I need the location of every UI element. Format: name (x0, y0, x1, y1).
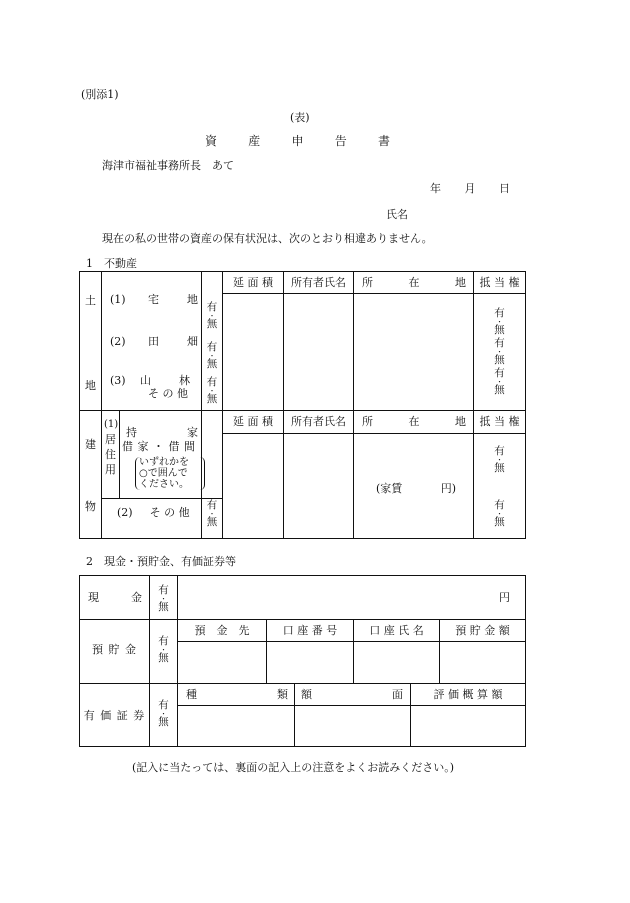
security-type-cell[interactable] (178, 706, 294, 746)
face-value-header: 額 面 (301, 688, 403, 701)
date-line (430, 180, 510, 196)
title-char: 産 (248, 134, 261, 148)
securities-yes-no[interactable]: 有 ・ 無 (158, 699, 169, 728)
land-item-field (110, 335, 198, 348)
title-char: 告 (334, 134, 347, 148)
building-floor-area-cell[interactable] (223, 434, 283, 538)
land-location-cell[interactable] (354, 294, 473, 410)
item-number: (3) (110, 374, 126, 387)
account-holder-cell[interactable] (354, 642, 439, 683)
building-owner-cell[interactable] (284, 434, 353, 538)
day-label: 日 (499, 182, 510, 195)
title-char: 書 (377, 134, 390, 148)
cash-amount-field[interactable] (178, 576, 525, 619)
account-holder-header: 口 座 氏 名 (369, 624, 424, 637)
land-item-residential (110, 293, 198, 306)
year-label: 年 (430, 182, 441, 195)
side-label: (表) (290, 111, 310, 124)
real-estate-table (79, 271, 526, 539)
land-forest-yes-no[interactable]: 有 ・ 無 (206, 376, 218, 405)
building-mortgage-yes-no-2[interactable]: 有 ・ 無 (494, 499, 505, 528)
land-owner-cell[interactable] (284, 294, 353, 410)
land-location-header: 所 在 地 (362, 276, 466, 289)
own-house-option[interactable]: 持 家 (126, 426, 198, 439)
cash-label: 現 金 (88, 591, 142, 604)
deposit-amount-header: 預 貯 金 額 (455, 624, 510, 637)
land-label-top: 土 (85, 294, 96, 307)
item-name-char: 林 (179, 374, 190, 387)
face-value-cell[interactable] (295, 706, 410, 746)
item-number: (2) (110, 335, 126, 348)
month-label: 月 (464, 182, 476, 195)
building-other-yes-no[interactable]: 有 ・ 無 (206, 499, 218, 528)
building-location-header: 所 在 地 (362, 415, 466, 428)
addressee: 海津市福祉事務所長 あて (102, 159, 234, 172)
financial-table (79, 575, 526, 747)
security-type-header: 種 類 (186, 688, 288, 701)
land-item-other: そ の 他 (148, 387, 188, 400)
land-floor-area-cell[interactable] (223, 294, 283, 410)
item-name-char: 宅 (148, 293, 159, 306)
account-number-cell[interactable] (267, 642, 353, 683)
land-floor-area-header: 延 面 積 (233, 276, 273, 289)
item-name-char: 畑 (187, 335, 198, 348)
yen-unit: 円 (499, 591, 510, 604)
note-line: ください。 (139, 479, 189, 490)
land-mortgage-yes-no-2[interactable]: 有 ・ 無 (494, 337, 505, 366)
statement-text: 現在の私の世帯の資産の保有状況は、次のとおり相違ありません。 (102, 232, 433, 245)
valuation-cell[interactable] (411, 706, 525, 746)
building-label-bottom: 物 (85, 500, 96, 513)
item-name-char: 田 (148, 335, 159, 348)
circle-choice-note (135, 457, 205, 490)
building-other-item: (2) そ の 他 (117, 506, 190, 519)
section-real-estate-title: 1 不動産 (86, 257, 137, 270)
land-label-bottom: 地 (85, 379, 96, 392)
page-title (205, 132, 390, 149)
building-mortgage-header: 抵 当 権 (479, 415, 520, 428)
footer-note: (記入に当たっては、裏面の記入上の注意をよくお読みください。) (132, 761, 455, 774)
land-field-yes-no[interactable]: 有 ・ 無 (206, 341, 218, 370)
building-floor-area-header: 延 面 積 (233, 415, 273, 428)
deposits-yes-no[interactable]: 有 ・ 無 (158, 635, 169, 664)
building-mortgage-yes-no-1[interactable]: 有 ・ 無 (494, 445, 505, 474)
attachment-label: (別添1) (81, 88, 119, 101)
item-number: (1) (110, 293, 126, 306)
deposit-amount-cell[interactable] (440, 642, 525, 683)
note-line: いずれかを (139, 457, 189, 468)
land-residential-yes-no[interactable]: 有 ・ 無 (206, 301, 218, 330)
cash-yes-no[interactable]: 有 ・ 無 (158, 584, 169, 613)
land-item-forest (110, 374, 190, 387)
land-mortgage-yes-no-3[interactable]: 有 ・ 無 (494, 367, 505, 396)
land-owner-header: 所有者氏名 (291, 276, 346, 289)
item-name-char: 山 (140, 374, 151, 387)
building-label-top: 建 (85, 438, 96, 451)
note-line: ○で囲んで (139, 468, 188, 479)
land-mortgage-yes-no-1[interactable]: 有 ・ 無 (494, 307, 505, 336)
building-owner-header: 所有者氏名 (291, 415, 346, 428)
title-char: 申 (291, 134, 304, 148)
deposits-label: 預 貯 金 (92, 643, 137, 656)
land-mortgage-header: 抵 当 権 (479, 276, 520, 289)
bank-name-header: 預 金 先 (194, 624, 250, 637)
item-name-char: 地 (187, 293, 198, 306)
residence-number: (1) (104, 419, 119, 430)
residence-label: 居 住 用 (105, 433, 116, 476)
rent-amount-field[interactable]: (家賃 円) (376, 482, 456, 495)
section-financial-title: 2 現金・預貯金、有価証券等 (86, 555, 236, 568)
rented-house-option[interactable]: 借 家 ・ 借 間 (122, 440, 196, 453)
securities-label: 有 価 証 券 (83, 709, 146, 722)
applicant-name-label: 氏名 (386, 208, 408, 221)
title-char: 資 (205, 134, 218, 148)
account-number-header: 口 座 番 号 (282, 624, 338, 637)
bank-name-cell[interactable] (178, 642, 266, 683)
valuation-header: 評 価 概 算 額 (433, 688, 503, 701)
